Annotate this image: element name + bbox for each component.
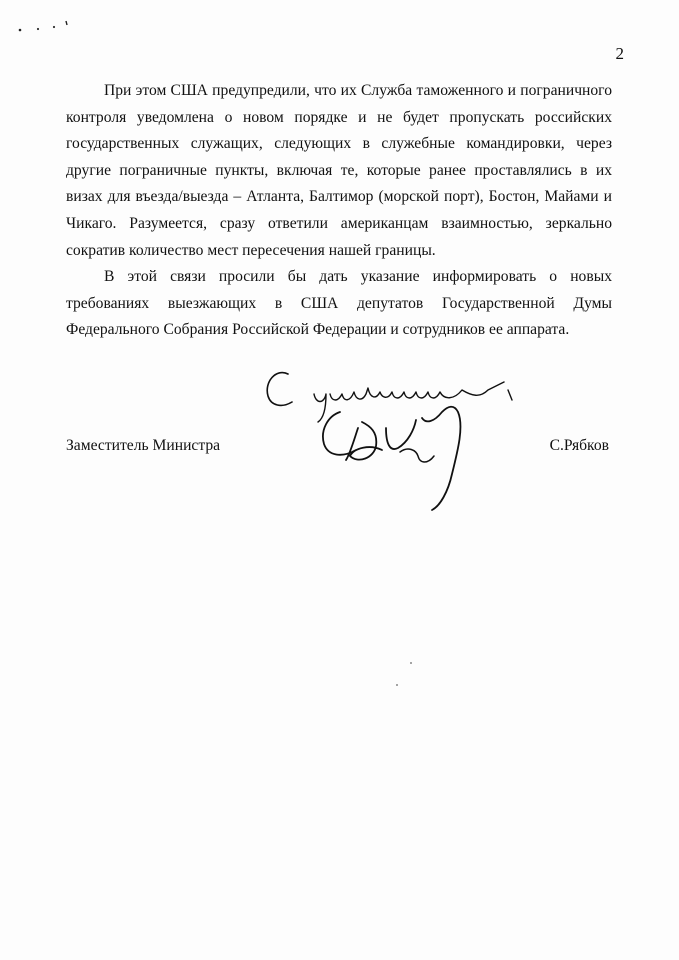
scan-speck bbox=[410, 662, 412, 664]
letter-body bbox=[66, 78, 612, 344]
signer-title: Заместитель Министра bbox=[66, 437, 221, 454]
paragraph-2: В этой связи просили бы дать указание информировать о новых требованиях выезжающих в США депутатов Государственной Думы Федерального Собрания Российской Федерации и сотрудников ее аппарата. bbox=[66, 268, 612, 339]
page-number: 2 bbox=[615, 44, 624, 63]
signer-name: С.Рябков bbox=[549, 437, 609, 454]
scan-speck bbox=[396, 684, 398, 686]
scan-specks bbox=[16, 16, 86, 36]
signature-block bbox=[66, 437, 612, 461]
paragraph-1: При этом США предупредили, что их Служба таможенного и пограничного контроля уведомлена о новом порядке и не будет пропускать российских государственных служащих, следующих в служебные командировки, через другие пограничные пункты, включая те, которые ранее проставлялись в их визах для въезда/выезда – Атланта, Балтимор (морской порт), Бостон, Майами и Чикаго. Разумеется, сразу ответили американцам взаимностью, зеркально сократив количество мест пересечения нашей границы. bbox=[66, 82, 612, 259]
